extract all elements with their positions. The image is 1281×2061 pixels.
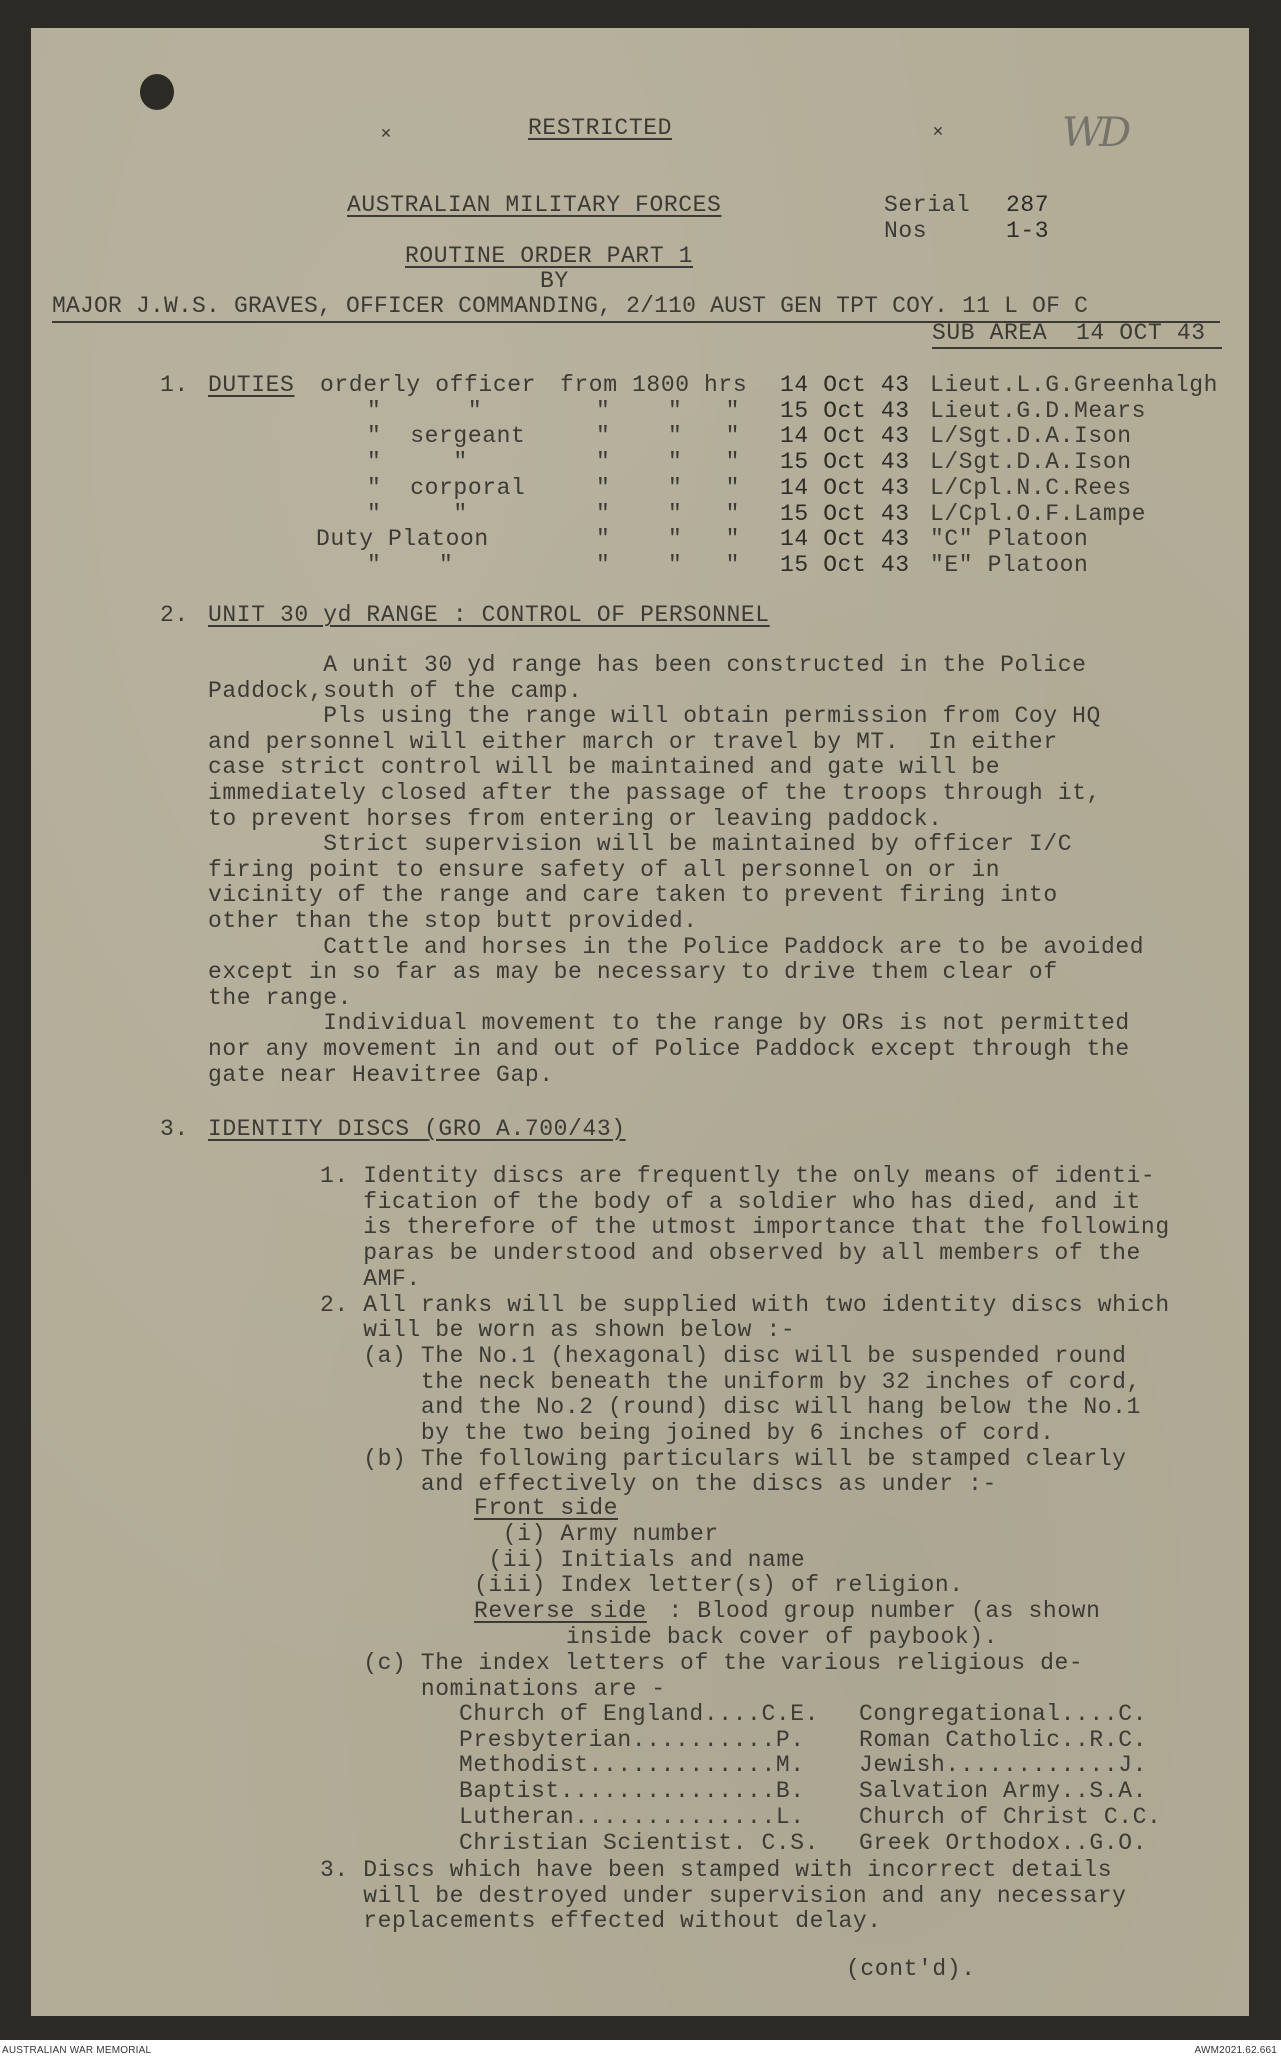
duty-date: 14 Oct 43 (780, 526, 910, 553)
duty-person: L/Cpl.O.F.Lampe (930, 500, 1147, 527)
denomination-right: Church of Christ C.C. (859, 1803, 1162, 1830)
duty-person: "E" Platoon (930, 551, 1089, 578)
denomination-right: Congregational....C. (859, 1701, 1148, 1727)
section-2-heading: UNIT 30 yd RANGE : CONTROL OF PERSONNEL (208, 602, 770, 628)
footer-archive-name: AUSTRALIAN WAR MEMORIAL (2, 2045, 152, 2056)
denomination-right: Roman Catholic..R.C. (859, 1726, 1148, 1753)
paragraph-line: fication of the body of a soldier who has died, and it (320, 1188, 1141, 1215)
paragraph-line: (b) The following particulars will be stamped clearly (320, 1445, 1127, 1472)
paragraph-line: nor any movement in and out of Police Paddock except through the (208, 1036, 1130, 1062)
paragraph-line: the neck beneath the uniform by 32 inches of cord, (320, 1368, 1141, 1395)
order-title: ROUTINE ORDER PART 1 (405, 243, 694, 269)
paragraph-line: immediately closed after the passage of the troops through it, (208, 780, 1101, 806)
denomination-right: Jewish............J. (859, 1752, 1148, 1779)
serial-value: 287 (1006, 192, 1050, 218)
paragraph-line: vicinity of the range and care taken to prevent firing into (208, 882, 1058, 909)
duty-role: " " (367, 449, 468, 476)
duty-date: 15 Oct 43 (780, 397, 910, 424)
paragraph-line: (c) The index letters of the various religious de- (320, 1650, 1084, 1676)
denomination-left: Methodist.............M. (459, 1752, 805, 1779)
duty-role: " sergeant (367, 423, 526, 450)
reverse-side-label: Reverse side (474, 1598, 647, 1624)
duty-date: 14 Oct 43 (780, 372, 910, 398)
duty-time: " " " (596, 500, 741, 527)
duty-person: L/Sgt.D.A.Ison (930, 423, 1132, 450)
section-3-heading: IDENTITY DISCS (GRO A.700/43) (208, 1116, 626, 1142)
denomination-right: Salvation Army..S.A. (859, 1778, 1148, 1805)
classification-heading: RESTRICTED (528, 115, 673, 141)
order-by: BY (540, 268, 569, 294)
nos-label: Nos (884, 218, 928, 244)
duty-time: " " " (596, 551, 741, 578)
serial-label: Serial (884, 192, 971, 218)
paragraph-line: and personnel will either march or travel by MT. In either (208, 728, 1058, 755)
paragraph-line: will be destroyed under supervision and any necessary (320, 1882, 1127, 1909)
paragraph-line: by the two being joined by 6 inches of cord. (320, 1420, 1055, 1446)
duty-role: " " (367, 551, 454, 578)
paragraph-line: nominations are - (320, 1675, 666, 1702)
issuer-line-2: SUB AREA 14 OCT 43 (932, 320, 1206, 346)
paragraph-line: and effectively on the discs as under :- (320, 1471, 997, 1498)
denomination-left: Baptist...............B. (459, 1778, 805, 1805)
duty-date: 14 Oct 43 (780, 474, 910, 501)
paragraph-line: is therefore of the utmost importance that the following (320, 1214, 1170, 1241)
paragraph-line: other than the stop butt provided. (208, 908, 698, 934)
denomination-left: Church of England....C.E. (459, 1701, 820, 1727)
section-3-number: 3. (160, 1116, 189, 1142)
duty-date: 14 Oct 43 (780, 423, 910, 450)
duty-role: orderly officer (320, 372, 537, 398)
duty-person: Lieut.G.D.Mears (930, 397, 1147, 424)
front-side-item: (i) Army number (474, 1521, 719, 1547)
duty-person: "C" Platoon (930, 526, 1089, 553)
duty-time: " " " (596, 449, 741, 476)
paragraph-line: 1. Identity discs are frequently the only means of identi- (320, 1163, 1156, 1189)
reverse-side-cont: inside back cover of paybook). (566, 1624, 999, 1650)
front-side-item: (iii) Index letter(s) of religion. (474, 1572, 964, 1599)
paragraph-line: gate near Heavitree Gap. (208, 1061, 554, 1088)
paragraph-line: 3. Discs which have been stamped with incorrect details (320, 1857, 1113, 1883)
section-1-heading: DUTIES (208, 372, 295, 398)
issuer-line: MAJOR J.W.S. GRAVES, OFFICER COMMANDING, 2/110 AUST GEN TPT COY. 11 L OF C (52, 293, 1089, 319)
duty-role: Duty Platoon (316, 526, 489, 553)
duty-person: L/Cpl.N.C.Rees (930, 474, 1132, 501)
duty-date: 15 Oct 43 (780, 500, 910, 527)
front-side-item: (ii) Initials and name (474, 1546, 806, 1573)
section-2-number: 2. (160, 602, 189, 628)
duty-time: " " " (596, 423, 741, 450)
denomination-left: Presbyterian..........P. (459, 1726, 805, 1753)
duty-role: " " (367, 397, 483, 424)
paragraph-line: A unit 30 yd range has been constructed in the Police (208, 652, 1087, 678)
continued-note: (cont'd). (846, 1956, 976, 1982)
footer-catalogue-id: AWM2021.62.661 (1194, 2045, 1277, 2056)
paragraph-line: case strict control will be maintained and gate will be (208, 754, 1001, 781)
duty-person: Lieut.L.G.Greenhalgh (930, 372, 1219, 398)
denomination-left: Lutheran..............L. (459, 1803, 805, 1830)
paragraph-line: firing point to ensure safety of all personnel on or in (208, 856, 1001, 883)
duty-date: 15 Oct 43 (780, 449, 910, 476)
handwritten-initials: WD (1062, 110, 1128, 156)
paragraph-line: Paddock,south of the camp. (208, 677, 583, 704)
staple-mark: ✕ (380, 126, 392, 142)
paragraph-line: except in so far as may be necessary to drive them clear of (208, 959, 1058, 986)
denomination-left: Christian Scientist. C.S. (459, 1829, 820, 1856)
staple-mark: ✕ (932, 124, 944, 140)
paragraph-line: to prevent horses from entering or leaving paddock. (208, 805, 943, 832)
paragraph-line: and the No.2 (round) disc will hang below the No.1 (320, 1394, 1141, 1421)
organisation-heading: AUSTRALIAN MILITARY FORCES (347, 192, 722, 218)
denomination-right: Greek Orthodox..G.O. (859, 1829, 1148, 1856)
paragraph-line: 2. All ranks will be supplied with two identity discs which (320, 1291, 1170, 1318)
section-1-number: 1. (160, 372, 189, 398)
reverse-side-text: : Blood group number (as shown (654, 1598, 1101, 1624)
paragraph-line: will be worn as shown below :- (320, 1317, 796, 1344)
front-side-label: Front side (474, 1495, 619, 1521)
duty-time: " " " (596, 526, 741, 553)
duty-person: L/Sgt.D.A.Ison (930, 449, 1132, 476)
paragraph-line: the range. (208, 984, 353, 1011)
paragraph-line: Individual movement to the range by ORs is not permitted (208, 1010, 1130, 1037)
duty-time: " " " (596, 397, 741, 424)
duty-time: from 1800 hrs (560, 372, 748, 398)
paragraph-line: replacements effected without delay. (320, 1908, 882, 1935)
paragraph-line: Pls using the range will obtain permission from Coy HQ (208, 703, 1101, 730)
header-rule (932, 347, 1222, 349)
nos-value: 1-3 (1006, 218, 1050, 244)
paragraph-line: AMF. (320, 1265, 421, 1292)
duty-role: " corporal (367, 474, 526, 501)
paragraph-line: Cattle and horses in the Police Paddock are to be avoided (208, 933, 1145, 960)
paragraph-line: Strict supervision will be maintained by officer I/C (208, 831, 1073, 858)
punch-hole (140, 74, 174, 110)
paragraph-line: paras be understood and observed by all members of the (320, 1240, 1141, 1267)
paragraph-line: (a) The No.1 (hexagonal) disc will be suspended round (320, 1342, 1127, 1369)
duty-time: " " " (596, 474, 741, 501)
duty-date: 15 Oct 43 (780, 551, 910, 578)
duty-role: " " (367, 500, 468, 527)
